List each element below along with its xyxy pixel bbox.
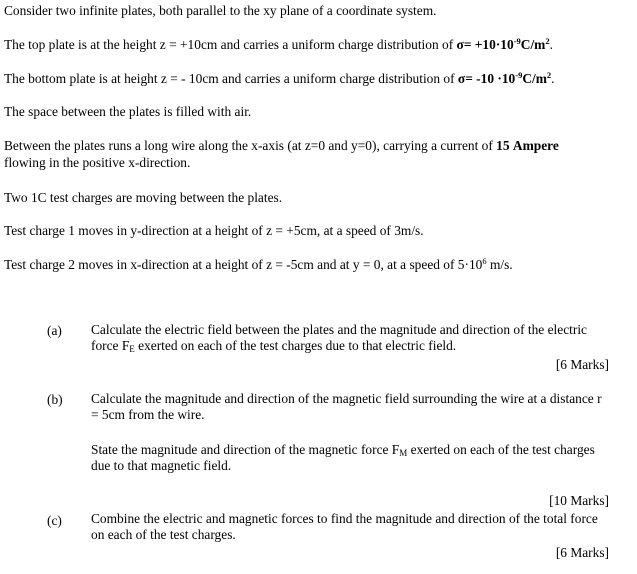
bottom-plate-charge xyxy=(458,71,551,86)
question-b-marks: [10 Marks] xyxy=(549,493,609,508)
charge2-exponent: 6 xyxy=(482,256,487,266)
bottom-plate-unit-exponent: 2 xyxy=(546,70,552,80)
charge1-paragraph: Test charge 1 moves in y-direction at a height of z = +5cm, at a speed of 3m/s. xyxy=(4,223,424,238)
question-a-text-post: exerted on each of the test charges due to that electric field. xyxy=(134,338,457,353)
top-plate-exponent: -9 xyxy=(513,36,521,46)
question-c-marks: [6 Marks] xyxy=(555,545,609,560)
test-charges-paragraph: Two 1C test charges are moving between the plates. xyxy=(4,190,283,205)
question-b-text2-post: exerted on each of the test charges due to that magnetic field. xyxy=(91,442,595,473)
charge2-paragraph xyxy=(4,256,513,273)
top-plate-paragraph xyxy=(4,36,553,53)
top-plate-unit: C/m xyxy=(520,37,546,52)
magnetic-force-subscript: M xyxy=(399,448,408,458)
charge2-suffix: m/s. xyxy=(486,257,513,272)
top-plate-unit-exponent: 2 xyxy=(545,36,550,46)
question-b-text: Calculate the magnitude and direction of the magnetic field surrounding the wire at a distance r = 5cm from the wire. xyxy=(91,391,602,422)
wire-current: 15 xyxy=(496,138,510,153)
question-b-text-2 xyxy=(91,442,611,474)
intro-line: Consider two infinite plates, both parallel to the xy plane of a coordinate system. xyxy=(4,3,437,18)
electric-force-subscript: E xyxy=(129,344,135,354)
top-plate-end: . xyxy=(549,37,553,52)
question-c-label: (c) xyxy=(47,513,62,528)
sigma-symbol: σ xyxy=(457,71,466,86)
wire-text-end: flowing in the positive x-direction. xyxy=(4,155,191,170)
wire-ampere: Ampere xyxy=(512,138,559,153)
wire-paragraph xyxy=(4,137,574,171)
top-plate-prefix: The top plate is at the height z = +10cm and carries a uniform charge distribution of xyxy=(4,37,457,52)
air-paragraph: The space between the plates is filled with air. xyxy=(4,104,252,119)
top-plate-charge xyxy=(457,37,550,52)
bottom-plate-unit: C/m xyxy=(522,71,547,86)
bottom-plate-end: . xyxy=(551,71,555,86)
bottom-plate-paragraph xyxy=(4,70,555,87)
charge2-prefix: Test charge 2 moves in x-direction at a height of z = -5cm and at y = 0, at a speed of 5·10 xyxy=(4,257,483,272)
bottom-plate-prefix: The bottom plate is at height z = - 10cm and carries a uniform charge distribution of xyxy=(4,71,458,86)
bottom-plate-exponent: -9 xyxy=(515,70,523,80)
wire-text-start: Between the plates runs a long wire along the x-axis (at z=0 and y=0), carrying a current of xyxy=(4,138,497,153)
question-c-text: Combine the electric and magnetic forces to find the magnitude and direction of the total force on each of the test charges. xyxy=(91,511,598,542)
question-b-label: (b) xyxy=(47,392,63,407)
top-plate-value: = +10·10 xyxy=(463,37,514,52)
question-a-text xyxy=(91,322,611,354)
sigma-symbol: σ xyxy=(456,37,464,52)
question-b-text2-pre: State the magnitude and direction of the magnetic force F xyxy=(91,442,400,457)
question-a-label: (a) xyxy=(47,323,62,338)
question-a-marks: [6 Marks] xyxy=(555,357,609,372)
question-a-text-pre: Calculate the electric field between the plates and the magnitude and direction of the electric force F xyxy=(91,322,587,353)
bottom-plate-value: = -10 ·10 xyxy=(465,71,516,86)
